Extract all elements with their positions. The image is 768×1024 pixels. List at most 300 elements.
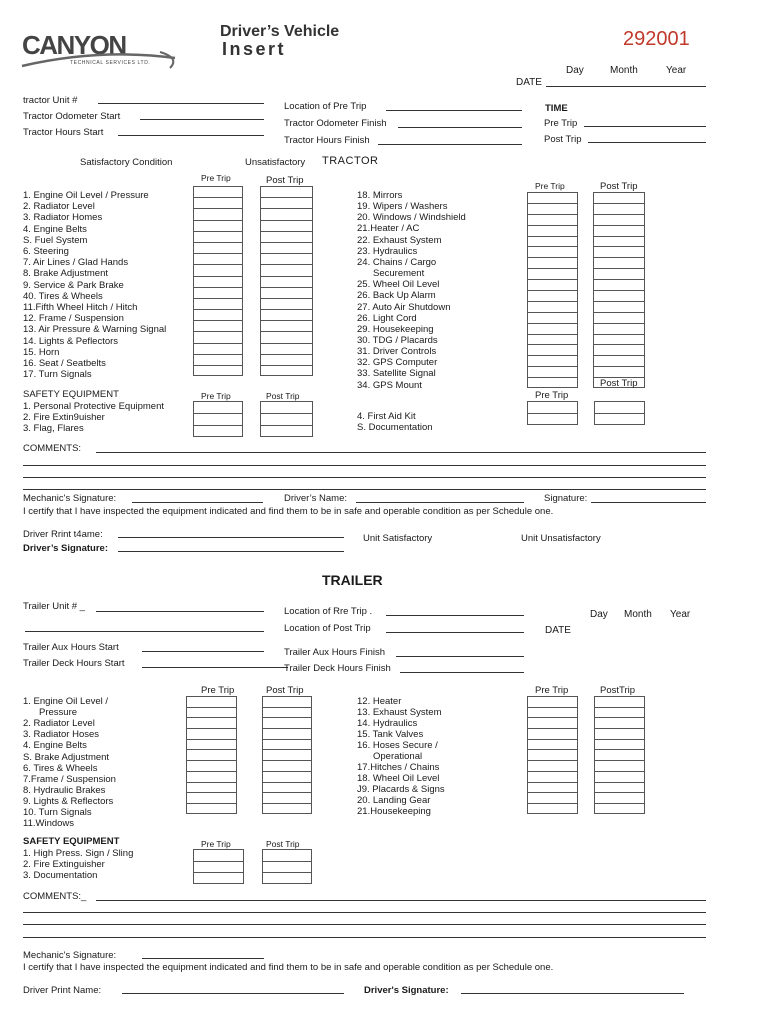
tractor-left-pre-header: Pre Trip [201, 173, 231, 183]
checklist-item: 21.Heater / AC [357, 223, 420, 235]
checkbox-cell[interactable] [594, 771, 645, 782]
checkbox-cell[interactable] [527, 301, 578, 312]
checklist-item: 14. Hydraulics [357, 718, 418, 729]
trailer-location-pre-field[interactable] [386, 615, 524, 616]
checkbox-cell[interactable] [593, 301, 645, 312]
checkbox-cell[interactable] [527, 696, 578, 707]
checkbox-cell[interactable] [593, 344, 645, 355]
checkbox-cell[interactable] [193, 365, 243, 376]
form-title-line1: Driver’s Vehicle [220, 23, 340, 40]
trailer-aux-finish-label: Trailer Aux Hours Finish [284, 647, 386, 658]
checkbox-cell[interactable] [186, 771, 237, 782]
tractor-hours-finish-label: Tractor Hours Finish [284, 135, 370, 146]
checkbox-cell[interactable] [262, 803, 312, 814]
checkbox-cell[interactable] [262, 728, 312, 739]
checkbox-cell[interactable] [527, 366, 578, 377]
checklist-item: 13. Air Pressure & Warning Signal [23, 324, 167, 336]
checkbox-cell[interactable] [193, 242, 243, 253]
checkbox-cell[interactable] [262, 696, 312, 707]
unit-unsatisfactory-label: Unit Unsatisfactory [521, 533, 601, 544]
checklist-item: 18. Mirrors [357, 190, 403, 201]
trailer-safety-title: SAFETY EQUIPMENT [23, 836, 120, 847]
trailer-section-title: TRAILER [322, 572, 383, 588]
trailer-comments-line-3[interactable] [23, 924, 706, 925]
tractor-signature-label: Signature: [544, 493, 588, 504]
checkbox-cell[interactable] [260, 186, 313, 197]
checkbox-cell[interactable] [594, 401, 645, 413]
trailer-right-pre-header: Pre Trip [535, 685, 569, 696]
checkbox-cell[interactable] [527, 803, 578, 814]
checklist-item: 3. Flag, Flares [23, 423, 84, 435]
tractor-driver-name-label: Driver’s Name: [284, 493, 347, 504]
trailer-safety-post-header: Post Trip [266, 839, 300, 849]
checklist-item: 40. Tires & Wheels [23, 290, 103, 302]
checkbox-cell[interactable] [186, 782, 237, 793]
checkbox-cell[interactable] [260, 298, 313, 309]
tractor-safety-right-pre-header: Pre Trip [535, 390, 569, 401]
logo-subtitle: TECHNICAL SERVICES LTD. [70, 60, 151, 66]
header-year-label: Year [666, 65, 687, 76]
checkbox-cell[interactable] [527, 749, 578, 760]
checklist-item: 1. Engine Oil Level / [23, 696, 109, 707]
checklist-item: 9. Lights & Reflectors [23, 795, 114, 807]
checklist-item: Pressure [39, 707, 78, 719]
header-date-field[interactable] [546, 86, 706, 87]
checkbox-cell[interactable] [260, 320, 313, 331]
tractor-safety-pre-boxes[interactable] [193, 401, 243, 437]
checkbox-cell[interactable] [186, 707, 237, 718]
checkbox-cell[interactable] [186, 760, 237, 771]
trailer-location-post-label: Location of Post Trip [284, 623, 371, 634]
time-pre-trip-field[interactable] [584, 126, 706, 127]
checklist-item: 14. Lights & Peflectors [23, 335, 119, 347]
checklist-item: 15. Tank Valves [357, 729, 424, 740]
checkbox-cell[interactable] [593, 192, 645, 203]
tractor-driver-name-field[interactable] [356, 502, 524, 503]
checkbox-cell[interactable] [186, 739, 237, 750]
checklist-item: 12. Heater [357, 696, 402, 707]
checkbox-cell[interactable] [527, 771, 578, 782]
checkbox-cell[interactable] [593, 214, 645, 225]
checkbox-cell[interactable] [594, 739, 645, 750]
trailer-safety-pre-header: Pre Trip [201, 839, 231, 849]
checklist-item: 6. Tires & Wheels [23, 762, 98, 774]
tractor-left-post-boxes[interactable] [260, 186, 313, 376]
checkbox-cell[interactable] [527, 246, 578, 257]
checklist-item: 31. Driver Controls [357, 346, 437, 358]
checkbox-cell[interactable] [186, 717, 237, 728]
trailer-left-post-boxes[interactable] [262, 696, 312, 814]
tractor-right-pre-header: Pre Trip [535, 181, 565, 191]
checklist-item: J9. Placards & Signs [357, 784, 445, 795]
checkbox-cell[interactable] [527, 344, 578, 355]
checkbox-cell[interactable] [527, 257, 578, 268]
checkbox-cell[interactable] [193, 849, 244, 861]
checkbox-cell[interactable] [262, 771, 312, 782]
checklist-item: 3. Radiator Hoses [23, 729, 100, 741]
checklist-item: 34. GPS Mount [357, 379, 422, 391]
checkbox-cell[interactable] [193, 872, 244, 884]
tractor-comments-line-1[interactable] [96, 452, 706, 453]
checklist-item: S. Brake Adjustment [23, 751, 110, 763]
checkbox-cell[interactable] [193, 401, 243, 413]
checkbox-cell[interactable] [593, 257, 645, 268]
checkbox-cell[interactable] [594, 413, 645, 425]
tractor-hours-start-field[interactable] [118, 135, 264, 136]
checkbox-cell[interactable] [527, 707, 578, 718]
checkbox-cell[interactable] [262, 849, 312, 861]
checklist-item: 2. Fire Extinguisher [23, 859, 105, 871]
header-day-label: Day [566, 65, 584, 76]
checkbox-cell[interactable] [527, 323, 578, 334]
checkbox-cell[interactable] [186, 803, 237, 814]
trailer-safety-pre-boxes[interactable] [193, 849, 244, 884]
checkbox-cell[interactable] [186, 792, 237, 803]
checkbox-cell[interactable] [193, 309, 243, 320]
trailer-month-label: Month [624, 609, 652, 620]
checklist-item: 8. Brake Adjustment [23, 268, 109, 280]
tractor-unit-field[interactable] [98, 103, 264, 104]
checklist-item: 26. Back Up Alarm [357, 290, 436, 302]
tractor-certify-statement: I certify that I have inspected the equipment indicated and find them to be in safe and operable condition as per Schedule one. [23, 506, 554, 517]
checklist-item: 19. Wipers / Washers [357, 201, 448, 213]
trailer-driver-signature-field[interactable] [461, 993, 684, 994]
checklist-item: 21.Housekeeping [357, 806, 431, 817]
checkbox-cell[interactable] [527, 728, 578, 739]
checklist-item: 16. Seat / Seatbelts [23, 358, 106, 369]
checkbox-cell[interactable] [193, 354, 243, 365]
checkbox-cell[interactable] [593, 355, 645, 366]
checkbox-cell[interactable] [186, 728, 237, 739]
checkbox-cell[interactable] [260, 365, 313, 376]
trailer-driver-print-field[interactable] [122, 993, 344, 994]
tractor-safety-title: SAFETY EQUIPMENT [23, 389, 119, 400]
checkbox-cell[interactable] [593, 246, 645, 257]
checkbox-cell[interactable] [594, 707, 645, 718]
checklist-item: S. Documentation [357, 422, 433, 434]
checkbox-cell[interactable] [593, 334, 645, 345]
checkbox-cell[interactable] [527, 334, 578, 345]
checklist-item: 18. Wheel Oil Level [357, 773, 440, 784]
checkbox-cell[interactable] [594, 792, 645, 803]
checkbox-cell[interactable] [193, 276, 243, 287]
trailer-comments-label: COMMENTS:_ [23, 891, 87, 902]
trailer-deck-start-label: Trailer Deck Hours Start [23, 658, 125, 669]
tractor-safety-right-pre-boxes[interactable] [527, 401, 578, 425]
trailer-deck-finish-label: Trailer Deck Hours Finish [284, 663, 391, 674]
tractor-odometer-finish-field[interactable] [398, 127, 522, 128]
checkbox-cell[interactable] [527, 792, 578, 803]
checkbox-cell[interactable] [594, 782, 645, 793]
tractor-signature-field[interactable] [591, 502, 706, 503]
checkbox-cell[interactable] [262, 872, 312, 884]
checkbox-cell[interactable] [593, 323, 645, 334]
tractor-right-pre-boxes[interactable] [527, 192, 578, 388]
checkbox-cell[interactable] [594, 728, 645, 739]
checkbox-cell[interactable] [260, 413, 313, 425]
checklist-item: 7.Frame / Suspension [23, 773, 116, 785]
checklist-item: 1. Engine Oil Level / Pressure [23, 190, 149, 201]
checkbox-cell[interactable] [593, 236, 645, 247]
checkbox-cell[interactable] [260, 309, 313, 320]
checkbox-cell[interactable] [593, 203, 645, 214]
checklist-item: 4. Engine Belts [23, 740, 87, 752]
legend-tractor: TRACTOR [322, 155, 379, 167]
tractor-driver-signature-label: Driver’s Signature: [23, 543, 108, 554]
checkbox-cell[interactable] [260, 231, 313, 242]
checklist-item: 32. GPS Computer [357, 357, 438, 369]
checklist-item: 25. Wheel Oil Level [357, 279, 440, 291]
tractor-location-pre-field[interactable] [386, 110, 522, 111]
trailer-deck-finish-field[interactable] [400, 672, 524, 673]
checkbox-cell[interactable] [262, 739, 312, 750]
checkbox-cell[interactable] [186, 696, 237, 707]
checklist-item: 23. Hydraulics [357, 245, 418, 257]
tractor-safety-right-post-boxes[interactable] [594, 401, 645, 425]
checklist-item: 17. Turn Signals [23, 369, 92, 381]
tractor-safety-right-post-header: Post Trip [600, 378, 638, 389]
checkbox-cell[interactable] [594, 696, 645, 707]
checklist-item: 2. Radiator Level [23, 718, 95, 730]
checklist-item: 26. Light Cord [357, 312, 417, 324]
checkbox-cell[interactable] [260, 220, 313, 231]
checkbox-cell[interactable] [260, 197, 313, 208]
tractor-comments-line-2[interactable] [23, 465, 706, 466]
checkbox-cell[interactable] [527, 290, 578, 301]
tractor-odometer-start-field[interactable] [140, 119, 264, 120]
checkbox-cell[interactable] [193, 231, 243, 242]
tractor-left-post-header: Post Trip [266, 175, 304, 186]
checklist-item: 1. Personal Protective Equipment [23, 401, 164, 412]
time-label: TIME [545, 103, 568, 114]
trailer-mechanic-signature-label: Mechanic's Signature: [23, 950, 117, 961]
checkbox-cell[interactable] [527, 717, 578, 728]
checkbox-cell[interactable] [593, 290, 645, 301]
tractor-unit-label: tractor Unit # [23, 95, 78, 106]
checkbox-cell[interactable] [260, 401, 313, 413]
checkbox-cell[interactable] [527, 739, 578, 750]
checkbox-cell[interactable] [260, 253, 313, 264]
checkbox-cell[interactable] [193, 320, 243, 331]
checklist-item: 24. Chains / Cargo [357, 256, 437, 268]
checkbox-cell[interactable] [260, 425, 313, 437]
trailer-right-post-header: PostTrip [600, 685, 636, 696]
checklist-item: 30. TDG / Placards [357, 334, 438, 346]
header-month-label: Month [610, 65, 638, 76]
checkbox-cell[interactable] [527, 782, 578, 793]
checklist-item: 33. Satellite Signal [357, 368, 436, 380]
trailer-aux-start-label: Trailer Aux Hours Start [23, 642, 119, 653]
trailer-left-pre-boxes[interactable] [186, 696, 237, 814]
checkbox-cell[interactable] [193, 425, 243, 437]
trailer-location-pre-label: Location of Rre Trip . [284, 606, 373, 617]
checkbox-cell[interactable] [193, 220, 243, 231]
checkbox-cell[interactable] [260, 208, 313, 219]
trailer-deck-start-field[interactable] [142, 667, 288, 668]
time-post-trip-label: Post Trip [544, 134, 582, 145]
checklist-item: S. Fuel System [23, 234, 88, 246]
checkbox-cell[interactable] [260, 343, 313, 354]
checkbox-cell[interactable] [193, 413, 243, 425]
checkbox-cell[interactable] [193, 861, 244, 873]
checklist-item: 8. Hydraulic Brakes [23, 784, 106, 796]
tractor-driver-signature-field[interactable] [118, 551, 344, 552]
checklist-item: 3. Radiator Homes [23, 212, 103, 224]
checkbox-cell[interactable] [193, 298, 243, 309]
checklist-item: 2. Radiator Level [23, 201, 95, 213]
checkbox-cell[interactable] [527, 203, 578, 214]
checkbox-cell[interactable] [260, 331, 313, 342]
tractor-mechanic-signature-label: Mechanic's Signature: [23, 493, 117, 504]
checklist-item: 11.Windows [23, 818, 75, 830]
time-pre-trip-label: Pre Trip [544, 118, 578, 129]
checkbox-cell[interactable] [262, 707, 312, 718]
tractor-hours-finish-field[interactable] [378, 144, 522, 145]
trailer-unit-field[interactable] [96, 611, 264, 612]
checkbox-cell[interactable] [186, 749, 237, 760]
checkbox-cell[interactable] [193, 197, 243, 208]
trailer-driver-print-label: Driver Print Name: [23, 985, 102, 996]
form-number: 292001 [623, 28, 690, 50]
checkbox-cell[interactable] [527, 192, 578, 203]
unit-satisfactory-label: Unit Satisfactory [363, 533, 433, 544]
tractor-location-pre-label: Location of Pre Trip [284, 101, 367, 112]
checklist-item: 6. Steering [23, 246, 69, 257]
checkbox-cell[interactable] [193, 343, 243, 354]
trailer-right-post-boxes[interactable] [594, 696, 645, 814]
checkbox-cell[interactable] [594, 760, 645, 771]
checkbox-cell[interactable] [260, 276, 313, 287]
checkbox-cell[interactable] [527, 760, 578, 771]
checkbox-cell[interactable] [594, 749, 645, 760]
checkbox-cell[interactable] [527, 401, 578, 413]
trailer-safety-post-boxes[interactable] [262, 849, 312, 884]
checklist-item: 17.Hitches / Chains [357, 762, 440, 773]
trailer-driver-signature-label: Driver's Signature: [364, 985, 449, 996]
trailer-mechanic-signature-field[interactable] [142, 958, 264, 959]
tractor-driver-print-field[interactable] [118, 537, 344, 538]
trailer-unit-label: Trailer Unit # _ [23, 601, 85, 612]
trailer-comments-line-4[interactable] [23, 937, 706, 938]
checkbox-cell[interactable] [260, 264, 313, 275]
checklist-item: 16. Hoses Secure / [357, 740, 438, 751]
checklist-item: 1. High Press. Sign / Sling [23, 848, 134, 859]
checkbox-cell[interactable] [593, 268, 645, 279]
trailer-certify-statement: I certify that I have inspected the equipment indicated and find them to be in safe and operable condition as per Schedule one. [23, 962, 554, 973]
trailer-day-label: Day [590, 609, 608, 620]
checklist-item: 4. Engine Belts [23, 223, 87, 235]
trailer-comments-line-1[interactable] [96, 900, 706, 901]
tractor-right-post-header: Post Trip [600, 181, 638, 192]
checkbox-cell[interactable] [593, 366, 645, 377]
trailer-unit-field-2[interactable] [25, 631, 264, 632]
checkbox-cell[interactable] [594, 803, 645, 814]
checkbox-cell[interactable] [527, 225, 578, 236]
checklist-item: 12. Frame / Suspension [23, 313, 124, 325]
tractor-safety-post-boxes[interactable] [260, 401, 313, 437]
checkbox-cell[interactable] [527, 413, 578, 425]
checklist-item: 22. Exhaust System [357, 234, 442, 246]
trailer-date-label: DATE [545, 625, 571, 636]
checkbox-cell[interactable] [193, 208, 243, 219]
checklist-item: 20. Landing Gear [357, 795, 431, 806]
checkbox-cell[interactable] [262, 782, 312, 793]
checklist-item: Securement [373, 268, 425, 280]
checkbox-cell[interactable] [527, 268, 578, 279]
checklist-item: 2. Fire Extin9uisher [23, 412, 105, 424]
checkbox-cell[interactable] [527, 279, 578, 290]
tractor-right-post-boxes[interactable] [593, 192, 645, 388]
checkbox-cell[interactable] [193, 186, 243, 197]
tractor-safety-post-header: Post Trip [266, 391, 300, 401]
checkbox-cell[interactable] [193, 264, 243, 275]
tractor-comments-line-4[interactable] [23, 489, 706, 490]
tractor-odometer-start-label: Tractor Odometer Start [23, 111, 121, 122]
checkbox-cell[interactable] [594, 717, 645, 728]
tractor-hours-start-label: Tractor Hours Start [23, 127, 104, 138]
checklist-item: 13. Exhaust System [357, 707, 442, 718]
checkbox-cell[interactable] [193, 287, 243, 298]
checklist-item: 9. Service & Park Brake [23, 279, 124, 291]
checkbox-cell[interactable] [260, 242, 313, 253]
checkbox-cell[interactable] [262, 861, 312, 873]
trailer-left-post-header: Post Trip [266, 685, 304, 696]
checkbox-cell[interactable] [527, 377, 578, 388]
tractor-driver-print-label: Driver Rrint t4ame: [23, 529, 103, 540]
checkbox-cell[interactable] [262, 749, 312, 760]
checkbox-cell[interactable] [527, 355, 578, 366]
checklist-item: 15. Horn [23, 346, 60, 358]
checkbox-cell[interactable] [262, 760, 312, 771]
tractor-mechanic-signature-field[interactable] [132, 502, 263, 503]
legend-unsatisfactory: Unsatisfactory [245, 157, 306, 168]
checklist-item: Operational [373, 751, 423, 762]
trailer-right-pre-boxes[interactable] [527, 696, 578, 814]
checkbox-cell[interactable] [527, 236, 578, 247]
trailer-year-label: Year [670, 609, 691, 620]
checkbox-cell[interactable] [260, 287, 313, 298]
checkbox-cell[interactable] [527, 312, 578, 323]
checkbox-cell[interactable] [193, 331, 243, 342]
header-date-label: DATE [516, 77, 542, 88]
trailer-aux-start-field[interactable] [142, 651, 264, 652]
tractor-odometer-finish-label: Tractor Odometer Finish [284, 118, 387, 129]
checklist-item: 27. Auto Air Shutdown [357, 301, 451, 313]
checklist-item: 20. Windows / Windshield [357, 212, 466, 224]
time-post-trip-field[interactable] [588, 142, 706, 143]
checkbox-cell[interactable] [593, 312, 645, 323]
checkbox-cell[interactable] [262, 792, 312, 803]
form-title-line2: Insert [222, 39, 287, 59]
checkbox-cell[interactable] [262, 717, 312, 728]
tractor-comments-line-3[interactable] [23, 477, 706, 478]
trailer-aux-finish-field[interactable] [396, 656, 524, 657]
checklist-item: 3. Documentation [23, 870, 98, 882]
checkbox-cell[interactable] [527, 214, 578, 225]
checkbox-cell[interactable] [193, 253, 243, 264]
trailer-location-post-field[interactable] [386, 632, 524, 633]
trailer-left-pre-header: Pre Trip [201, 685, 235, 696]
checkbox-cell[interactable] [593, 225, 645, 236]
checklist-item: 29. Housekeeping [357, 323, 434, 335]
trailer-comments-line-2[interactable] [23, 912, 706, 913]
checklist-item: 7. Air Lines / Glad Hands [23, 257, 129, 269]
checkbox-cell[interactable] [260, 354, 313, 365]
checkbox-cell[interactable] [593, 279, 645, 290]
tractor-left-pre-boxes[interactable] [193, 186, 243, 376]
logo-wordmark: CANYON [22, 30, 126, 60]
logo-swoosh-icon [20, 44, 180, 74]
